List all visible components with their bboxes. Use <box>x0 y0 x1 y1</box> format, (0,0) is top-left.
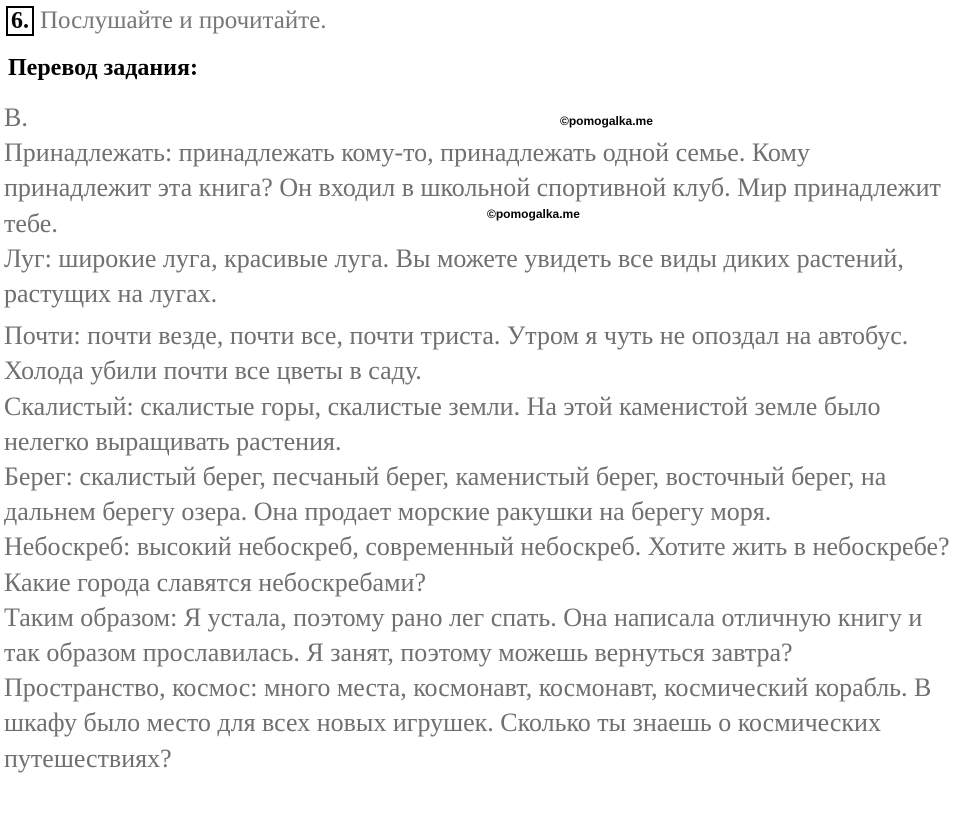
paragraph-neboskreb: Небоскреб: высокий небоскреб, современный небоскреб. Хотите жить в небоскребе? Какие города славятся небоскребами? <box>4 532 950 597</box>
paragraph-pochti: Почти: почти везде, почти все, почти триста. Утром я чуть не опоздал на автобус. Холода убили почти все цветы в саду. <box>4 321 909 386</box>
task-header <box>6 6 327 36</box>
task-title: Послушайте и прочитайте. <box>40 7 327 34</box>
translation-text <box>4 100 956 776</box>
task-number: 6. <box>6 6 34 36</box>
paragraph-skalisty: Скалистый: скалистые горы, скалистые земли. На этой каменистой земле было нелегко выращивать растения. <box>4 391 881 456</box>
paragraph-lug: Луг: широкие луга, красивые луга. Вы можете увидеть все виды диких растений, растущих на лугах. <box>4 243 904 309</box>
translation-heading: Перевод задания: <box>8 55 198 81</box>
paragraph-section-letter: B. <box>4 103 28 132</box>
watermark: ©pomogalka.me <box>560 114 653 128</box>
watermark: ©pomogalka.me <box>487 207 580 221</box>
paragraph-prostranstvo: Пространство, космос: много места, космонавт, космонавт, космический корабль. В шкафу было место для всех новых игрушек. Сколько ты знаешь о космических путешествиях? <box>4 673 932 773</box>
paragraph-takim-obrazom: Таким образом: Я устала, поэтому рано лег спать. Она написала отличную книгу и так образом прославилась. Я занят, поэтому можешь вернуться завтра? <box>4 602 923 668</box>
paragraph-prinadlezhat: Принадлежать: принадлежать кому-то, принадлежать одной семье. Кому принадлежит эта книга? Он входил в школьной спортивной клуб. Мир принадлежит тебе. <box>4 138 941 238</box>
paragraph-bereg: Берег: скалистый берег, песчаный берег, каменистый берег, восточный берег, на дальнем берегу озера. Она продает морские ракушки на берегу моря. <box>4 462 887 527</box>
translation-block-2 <box>4 318 956 776</box>
